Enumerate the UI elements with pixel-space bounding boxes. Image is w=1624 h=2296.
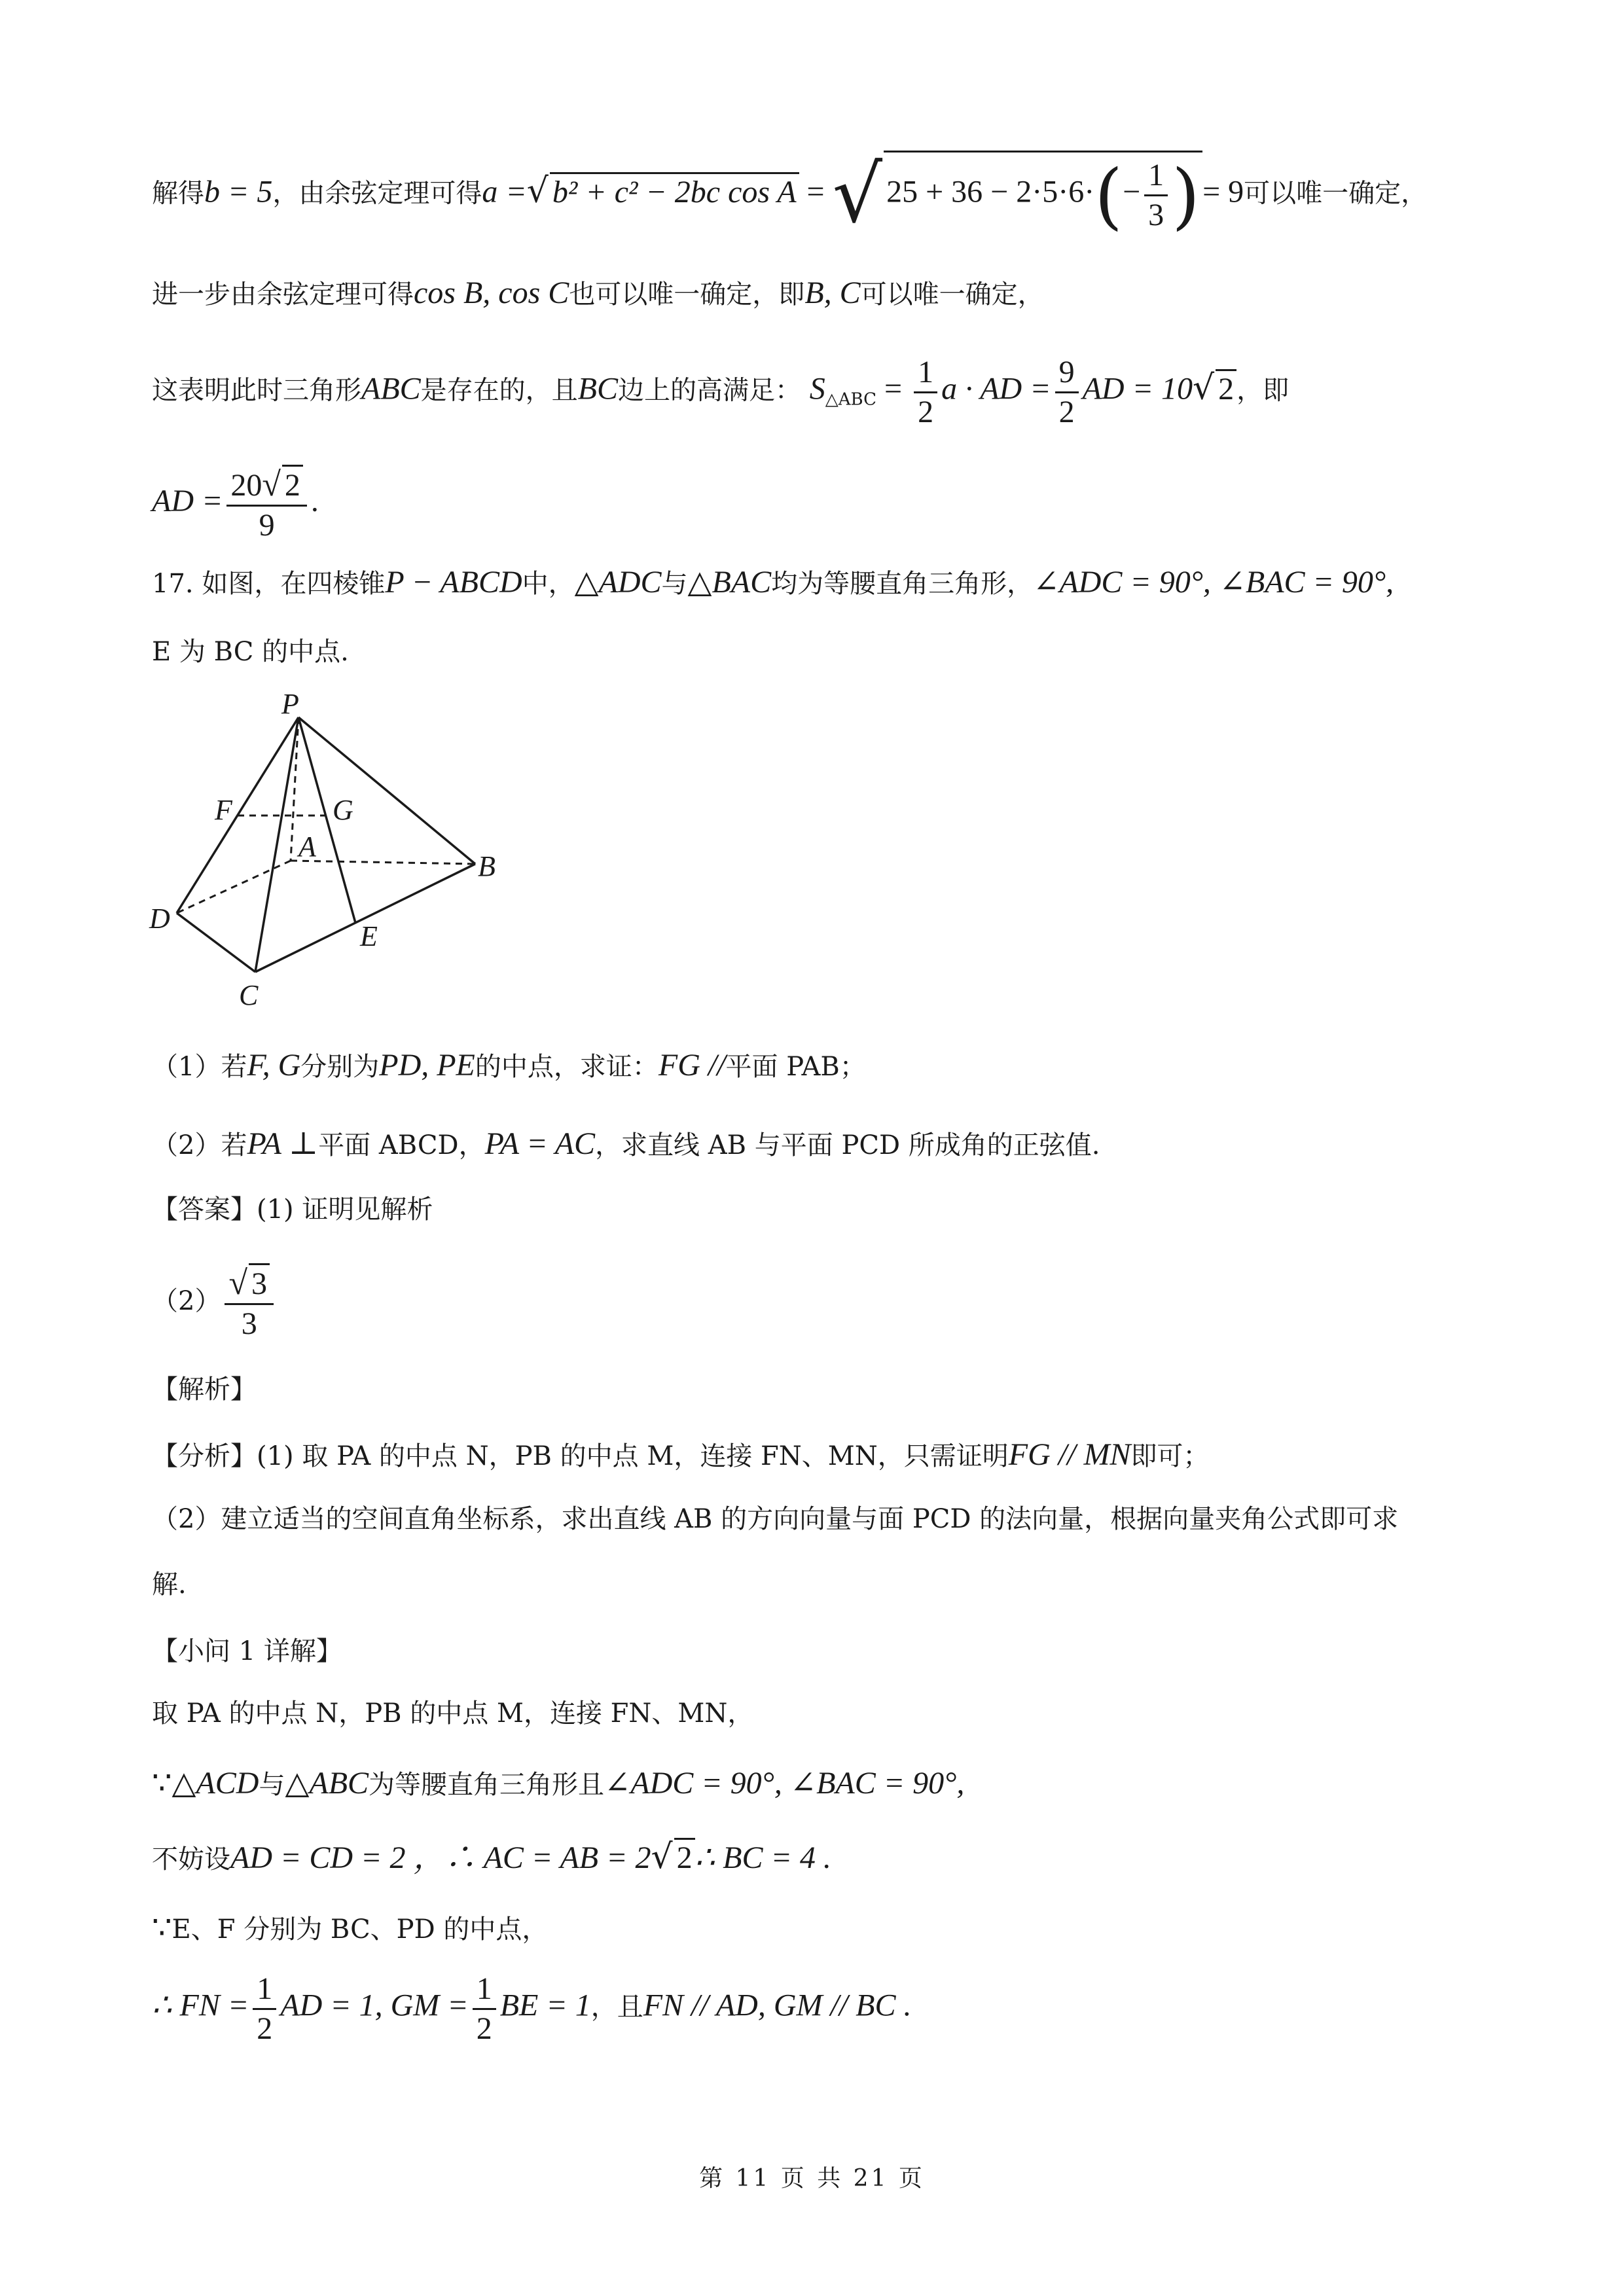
text: 也可以唯一确定，即 <box>569 279 805 310</box>
numerator: √ 3 <box>225 1263 274 1305</box>
text: ，求直线 AB 与平面 PCD 所成角的正弦值. <box>595 1130 1100 1160</box>
text: 进一步由余弦定理可得 <box>152 279 414 310</box>
denominator: 3 <box>1148 198 1164 232</box>
text: 的中点，求证： <box>475 1052 659 1082</box>
edge-PB <box>298 717 475 864</box>
part-2 <box>152 1126 1100 1164</box>
text: 可以唯一确定， <box>1244 178 1428 209</box>
edge-PC <box>255 717 298 972</box>
text: 17. 如图，在四棱锥 <box>152 569 386 599</box>
edge-CB <box>255 864 475 972</box>
fraction <box>253 1970 276 2048</box>
text: 与 <box>661 569 688 599</box>
solution-1 <box>152 1695 753 1732</box>
sqrt-block: 25 + 36 − 2·5·6·(− $\frac{1}{3}$ ) <box>884 151 1202 234</box>
numerator: 9 <box>1055 353 1079 393</box>
numerator: 1 <box>253 1970 276 2010</box>
numerator: 1 <box>1144 156 1168 196</box>
answer-1 <box>152 1191 433 1228</box>
label-F: F <box>215 794 232 826</box>
math: F, G <box>247 1048 301 1083</box>
math: b² + c² − 2bc cos A <box>550 172 799 211</box>
math: FG // <box>658 1048 726 1083</box>
math: △ABC <box>285 1766 369 1801</box>
math: ABC <box>361 371 421 406</box>
subscript: △ABC <box>825 389 876 410</box>
solution-3: 不妨设AD = CD = 2 ，∴ AC = AB = 2√ 2∴ BC = 4 . <box>152 1837 831 1876</box>
text: 均为等腰直角三角形， <box>771 569 1034 599</box>
fenxi-3 <box>152 1566 187 1603</box>
label-P: P <box>281 688 299 720</box>
math: △ACD <box>171 1766 259 1801</box>
text: （2）建立适当的空间直角坐标系，求出直线 AB 的方向向量与面 PCD 的法向量，根据向量夹角公式即可求 <box>152 1504 1399 1534</box>
solution-2 <box>152 1765 964 1803</box>
math: a · AD = <box>941 371 1051 406</box>
radical: √ <box>832 149 883 241</box>
pyramid-figure <box>131 687 589 1014</box>
math: AD = 1, GM = <box>280 1988 469 2023</box>
math: PA = AC <box>484 1126 596 1161</box>
answer-2 <box>152 1263 278 1343</box>
text: 解得 <box>152 178 204 209</box>
text: ，且 <box>590 1992 643 2022</box>
page-footer: 第 11 页 共 21 页 <box>699 2165 925 2192</box>
text: （2）若 <box>152 1130 247 1160</box>
line-2 <box>152 275 1044 313</box>
jiexi-heading <box>152 1371 257 1408</box>
math: cos B, cos C <box>414 276 569 310</box>
math: PD, PE <box>379 1048 475 1083</box>
text: 解. <box>152 1570 187 1600</box>
math: P − ABCD <box>385 565 522 600</box>
math: BE = 1 <box>499 1988 591 2023</box>
math: a = <box>482 174 527 209</box>
denominator: 2 <box>918 395 934 429</box>
math: 3 <box>249 1263 270 1303</box>
math: ∴ FN = <box>152 1988 249 2023</box>
math: 2 <box>674 1838 695 1876</box>
edge-DC <box>177 913 255 972</box>
numerator: 20√ 2 <box>226 465 307 507</box>
text: 【分析】(1) 取 PA 的中点 N，PB 的中点 M，连接 FN、MN，只需证明 <box>152 1441 1009 1471</box>
label-B: B <box>478 850 496 882</box>
line-4: AD = $\frac{20√ 2}{9}$ . <box>152 465 319 545</box>
math: ∴ BC = 4 . <box>695 1840 831 1875</box>
math: BC <box>577 371 618 406</box>
denominator: 2 <box>257 2011 273 2046</box>
denominator: 3 <box>241 1306 257 1341</box>
text: ，即 <box>1236 375 1290 406</box>
label-E: E <box>360 920 378 952</box>
line-3: 这表明此时三角形ABC是存在的，且BC边上的高满足： $S_{\triangle ABC}$ = $\frac{1}{2}$ a · AD = $\frac{9}{2}$ AD = 10√ 2 ，即 <box>152 353 1289 431</box>
math: FN // AD, GM // BC . <box>643 1988 912 2023</box>
math-S: S <box>809 371 825 406</box>
math: △ADC <box>574 565 662 600</box>
text: 不妨设 <box>152 1844 230 1874</box>
math: ∵ <box>152 1766 172 1801</box>
math: AD = 10 <box>1082 371 1193 406</box>
question-17 <box>152 564 1394 602</box>
numerator: 1 <box>473 1970 496 2010</box>
part-1 <box>152 1047 866 1085</box>
text: 取 PA 的中点 N，PB 的中点 M，连接 FN、MN， <box>152 1698 754 1729</box>
text: 这表明此时三角形 <box>152 375 361 406</box>
denominator: 9 <box>259 508 275 543</box>
text: 【解析】 <box>152 1374 257 1405</box>
math: ∠ADC = 90°, <box>1033 565 1211 600</box>
label-A: A <box>298 831 316 863</box>
math-b: b = 5 <box>204 174 273 209</box>
math: 20 <box>230 468 262 503</box>
text: E 为 BC 的中点. <box>152 637 349 667</box>
question-17-line2 <box>152 634 349 670</box>
text: 【答案】(1) 证明见解析 <box>152 1194 433 1225</box>
text: 平面 ABCD， <box>318 1130 485 1160</box>
math: 25 + 36 − 2·5·6· <box>886 174 1095 209</box>
math: B, C <box>804 276 861 310</box>
fraction <box>225 1263 274 1343</box>
text: 与 <box>259 1770 285 1800</box>
math: PA ⊥ <box>247 1126 319 1161</box>
text: （2） <box>152 1286 221 1316</box>
label-D: D <box>149 903 170 935</box>
denominator: 2 <box>476 2011 492 2046</box>
text: 中， <box>522 569 575 599</box>
math: ∠BAC = 90°, <box>1219 565 1394 600</box>
label-G: G <box>333 794 353 826</box>
text: 分别为 <box>300 1052 380 1082</box>
math: 2 <box>1216 369 1236 408</box>
math: = 9 <box>1202 174 1244 209</box>
numerator: 1 <box>914 353 937 393</box>
fenxi-2 <box>152 1501 1398 1537</box>
fraction <box>1144 156 1168 234</box>
math: FG // MN <box>1008 1437 1131 1472</box>
text: 为等腰直角三角形且 <box>369 1770 605 1800</box>
math: AD = <box>152 484 223 518</box>
text: 【小问 1 详解】 <box>152 1636 342 1666</box>
fraction <box>914 353 937 431</box>
solution-6 <box>152 1970 912 2048</box>
math: △BAC <box>687 565 772 600</box>
denominator: 2 <box>1058 395 1075 429</box>
text: （1）若 <box>152 1052 247 1082</box>
fenxi-1 <box>152 1437 1209 1475</box>
edge-AB-hidden <box>291 861 475 864</box>
fraction <box>473 1970 496 2048</box>
text: 是存在的，且 <box>420 375 578 406</box>
xiangjie-heading <box>152 1633 342 1670</box>
math: ∠ADC = 90°, ∠BAC = 90°, <box>604 1766 965 1801</box>
math: ∵ <box>152 1910 172 1945</box>
label-C: C <box>239 979 259 1011</box>
text: 即可； <box>1130 1441 1210 1471</box>
solution-5 <box>152 1910 548 1948</box>
line-cosine-law: 解得b = 5，由余弦定理可得a =√ b² + c² − 2bc cos A = √ 25 + 36 − 2·5·6·(− $\frac{1}{3}$ )= 9可以唯一确定， <box>152 149 1428 241</box>
math: 2 <box>282 465 303 505</box>
fraction <box>226 465 307 545</box>
text: E、F 分别为 BC、PD 的中点， <box>171 1914 549 1945</box>
text: 可以唯一确定， <box>860 279 1044 310</box>
text: 平面 PAB； <box>725 1052 866 1082</box>
fraction <box>1055 353 1079 431</box>
radical: √ <box>526 171 549 211</box>
text: ，由余弦定理可得 <box>272 178 482 209</box>
text: 边上的高满足： <box>618 375 801 406</box>
math: AD = CD = 2 ，∴ AC = AB = 2 <box>230 1840 651 1875</box>
